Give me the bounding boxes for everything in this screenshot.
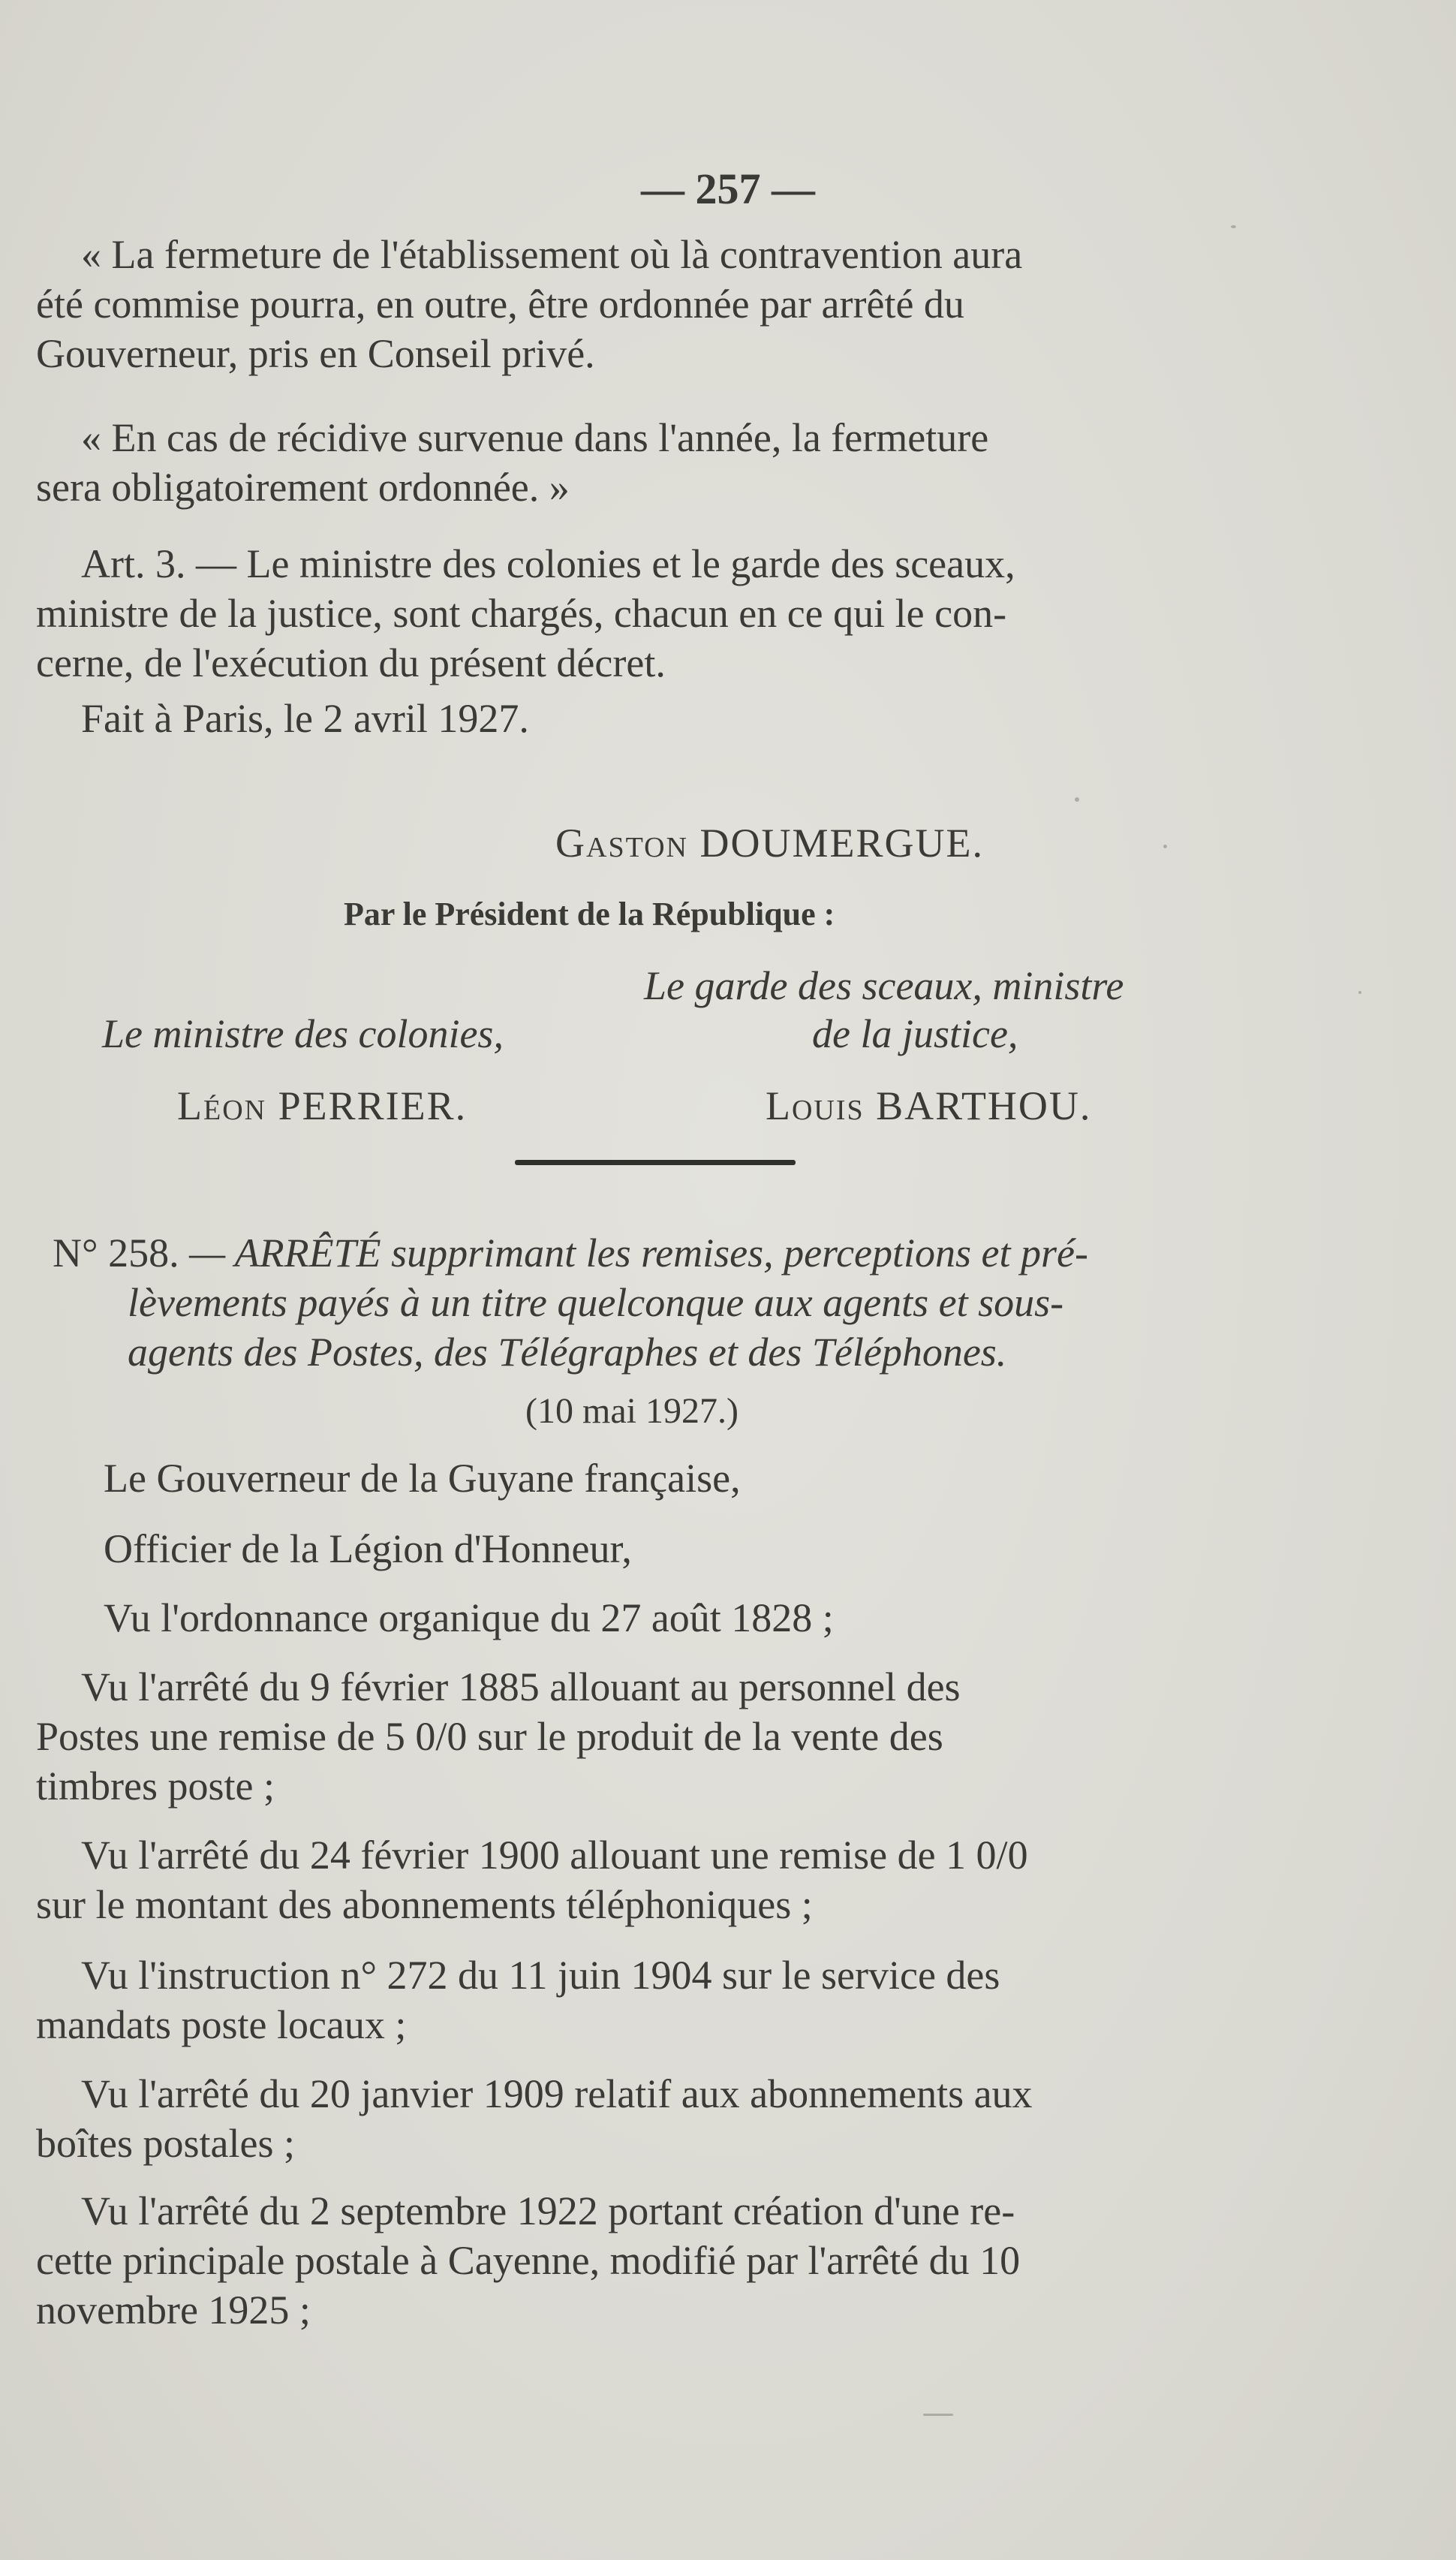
text-line: mandats poste locaux ;: [36, 2002, 407, 2047]
text-line: « En cas de récidive survenue dans l'année, la fermeture: [81, 415, 989, 460]
preamble: [59, 1524, 1289, 1574]
text-line: timbres poste ;: [36, 1763, 275, 1809]
scan-speck: [1075, 797, 1079, 802]
text-line: ministre de la justice, sont chargés, chacun en ce qui le con-: [36, 591, 1007, 636]
text-line: cerne, de l'exécution du présent décret.: [36, 640, 666, 685]
text-line: Vu l'arrêté du 2 septembre 1922 portant création d'une re-: [81, 2188, 1015, 2233]
page-number: — 257 —: [641, 164, 815, 213]
visa-6: [36, 2186, 1267, 2335]
president-signature: Gaston DOUMERGUE.: [555, 821, 984, 866]
text-line: sera obligatoirement ordonnée. »: [36, 465, 570, 510]
visa-4: [36, 1950, 1267, 2050]
decree-paragraph-1: [36, 230, 1267, 378]
preamble: [59, 1453, 1289, 1503]
section-divider: [515, 1160, 796, 1165]
par-le-president: Par le Président de la République :: [344, 896, 835, 932]
visa-3: [36, 1830, 1267, 1929]
text-line: Fait à Paris, le 2 avril 1927.: [81, 696, 529, 741]
arrete-title-line: agents des Postes, des Télégraphes et des Téléphones.: [128, 1330, 1007, 1375]
text-line: novembre 1925 ;: [36, 2287, 311, 2333]
text-line: Postes une remise de 5 0/0 sur le produit de la vente des: [36, 1714, 943, 1759]
scan-speck: [1163, 845, 1167, 848]
colonies-minister-title: Le ministre des colonies,: [102, 1011, 504, 1056]
visa-5: [36, 2069, 1267, 2168]
arrete-title-line: lèvements payés à un titre quelconque aux agents et sous-: [128, 1280, 1064, 1325]
text-line: « La fermeture de l'établissement où là contravention aura: [81, 232, 1023, 277]
scan-speck: [1231, 225, 1236, 228]
officier-line: Officier de la Légion d'Honneur,: [104, 1526, 632, 1571]
garde-title-line1: Le garde des sceaux, ministre: [644, 963, 1124, 1008]
colonies-minister-signature: Léon PERRIER.: [177, 1083, 468, 1128]
text-line: boîtes postales ;: [36, 2121, 295, 2166]
arrete-heading: [53, 1228, 1088, 1377]
visa-2: [36, 1662, 1267, 1811]
arrete-date: (10 mai 1927.): [525, 1391, 739, 1431]
text-line: Gouverneur, pris en Conseil privé.: [36, 331, 595, 376]
gouverneur-line: Le Gouverneur de la Guyane française,: [104, 1456, 741, 1501]
text-line: été commise pourra, en outre, être ordonnée par arrêté du: [36, 282, 964, 327]
text-line: Vu l'arrêté du 20 janvier 1909 relatif aux abonnements aux: [81, 2071, 1033, 2116]
text-line: Vu l'instruction n° 272 du 11 juin 1904 sur le service des: [81, 1953, 1000, 1998]
arrete-number: N° 258.: [53, 1230, 179, 1275]
text-line: Vu l'ordonnance organique du 27 août 1828 ;: [104, 1595, 834, 1640]
arrete-title-line: — ARRÊTÉ supprimant les remises, perceptions et pré-: [189, 1230, 1088, 1275]
text-line: cette principale postale à Cayenne, modifié par l'arrêté du 10: [36, 2238, 1021, 2283]
text-line: sur le montant des abonnements téléphoniques ;: [36, 1882, 813, 1927]
garde-title-line2: de la justice,: [812, 1011, 1018, 1056]
decree-paragraph-2: [36, 413, 1267, 512]
text-line: Vu l'arrêté du 9 février 1885 allouant au personnel des: [81, 1664, 961, 1709]
decree-article-3: [36, 539, 1267, 688]
visa-1: [59, 1593, 1289, 1643]
text-line: Art. 3. — Le ministre des colonies et le garde des sceaux,: [81, 541, 1015, 586]
scan-speck: [1358, 991, 1361, 994]
text-line: Vu l'arrêté du 24 février 1900 allouant une remise de 1 0/0: [81, 1833, 1028, 1878]
justice-minister-signature: Louis BARTHOU.: [766, 1083, 1092, 1128]
place-date: [36, 694, 1267, 743]
scan-speck: [923, 2414, 953, 2416]
